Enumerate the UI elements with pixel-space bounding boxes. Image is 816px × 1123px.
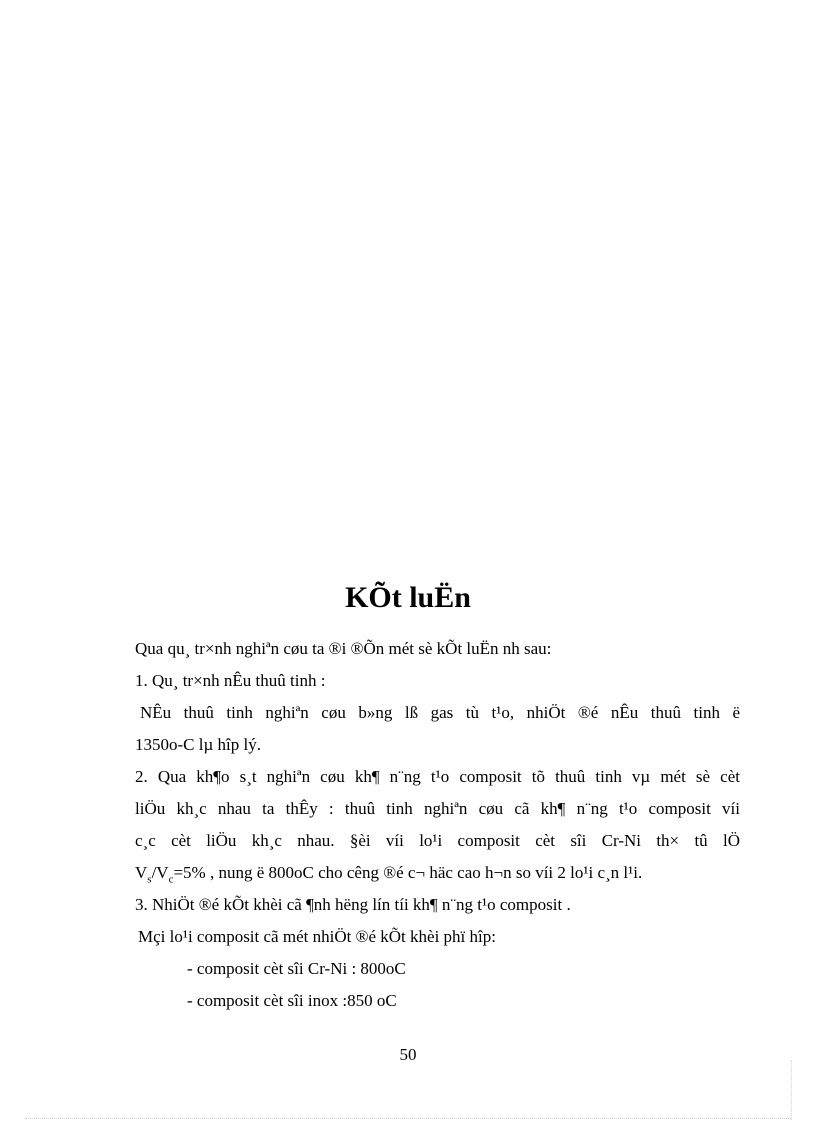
ratio-v: V (135, 863, 148, 882)
item-2-line-4 (135, 857, 740, 889)
conclusion-body (135, 633, 740, 1017)
item-1-body-line-2: 1350o-C lµ hîp lý. (135, 735, 261, 754)
ratio-sub-c: c (168, 873, 174, 886)
item-2-line-1: 2. Qua kh¶o s¸t nghiªn cøu kh¶ n¨ng t¹o composit tõ thuû tinh vµ mét sè cèt (135, 767, 740, 786)
page-number: 50 (399, 1045, 417, 1064)
item-2-line-2: liÖu kh¸c nhau ta thÊy : thuû tinh nghiªn cøu cã kh¶ n¨ng t¹o composit víi (135, 799, 740, 818)
page-title: KÕt luËn (345, 581, 471, 614)
item-2-line-3: c¸c cèt liÖu kh¸c nhau. §èi víi lo¹i composit cèt sîi Cr-Ni th× tû lÖ (135, 831, 740, 850)
item-1-heading: 1. Qu¸ tr×nh nÊu thuû tinh : (135, 671, 326, 690)
bullet-item-cr-ni: - composit cèt sîi Cr-Ni : 800oC (187, 959, 406, 978)
intro-line: Qua qu¸ tr×nh nghiªn cøu ta ®i ®Õn mét sè kÕt luËn nh sau: (135, 639, 552, 658)
item-3-subline: Mçi lo¹i composit cã mét nhiÖt ®é kÕt khèi phï hîp: (138, 927, 496, 946)
ratio-slash: /V (151, 863, 169, 882)
page-bottom-divider (25, 1118, 791, 1119)
ratio-sub-s: s (147, 873, 152, 886)
item-1-body-line-1: NÊu thuû tinh nghiªn cøu b»ng lß gas tù t¹o, nhiÖt ®é nÊu thuû tinh ë (140, 703, 740, 722)
item-3-line: 3. NhiÖt ®é kÕt khèi cã ¶nh hëng lín tíi kh¶ n¨ng t¹o composit . (135, 895, 571, 914)
page-right-divider (791, 1060, 792, 1120)
ratio-rest: =5% , nung ë 800oC cho cêng ®é c¬ häc cao h¬n so víi 2 lo¹i c¸n l¹i. (173, 863, 643, 882)
bullet-item-inox: - composit cèt sîi inox :850 oC (187, 991, 397, 1010)
